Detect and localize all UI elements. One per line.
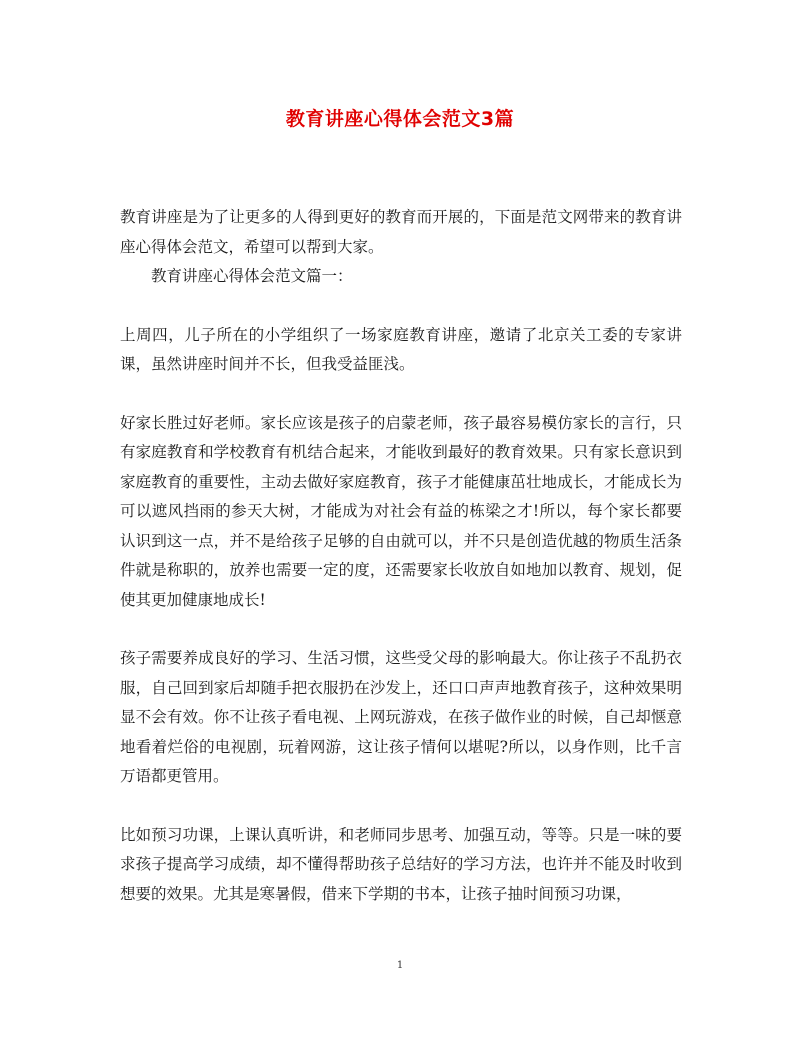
intro-paragraph: 教育讲座是为了让更多的人得到更好的教育而开展的，下面是范文网带来的教育讲座心得体会范文，希望可以帮到大家。 [120,208,682,256]
document-body [120,203,682,909]
body-paragraph: 好家长胜过好老师。家长应该是孩子的启蒙老师，孩子最容易模仿家长的言行，只有家庭教育和学校教育有机结合起来，才能收到最好的教育效果。只有家长意识到家庭教育的重要性，主动去做好家庭教育，孩子才能健康茁壮地成长，才能成长为可以遮风挡雨的参天大树，才能成为对社会有益的栋梁之才!所以，每个家长都要认识到这一点，并不是给孩子足够的自由就可以，并不只是创造优越的物质生活条件就是称职的，放养也需要一定的度，还需要家长收放自如地加以教育、规划，促使其更加健康地成长! [120,413,682,609]
page-number: 1 [396,960,404,971]
section-heading: 教育讲座心得体会范文篇一： [151,267,353,285]
body-paragraph: 孩子需要养成良好的学习、生活习惯，这些受父母的影响最大。你让孩子不乱扔衣服，自己回到家后却随手把衣服扔在沙发上，还口口声声地教育孩子，这种效果明显不会有效。你不让孩子看电视、上网玩游戏，在孩子做作业的时候，自己却惬意地看着烂俗的电视剧，玩着网游，这让孩子情何以堪呢?所以，以身作则，比千言万语都更管用。 [120,649,682,785]
document-title: 教育讲座心得体会范文3篇 [285,108,515,130]
body-paragraph: 上周四，儿子所在的小学组织了一场家庭教育讲座，邀请了北京关工委的专家讲课，虽然讲座时间并不长，但我受益匪浅。 [120,325,682,373]
body-paragraph: 比如预习功课，上课认真听讲，和老师同步思考、加强互动，等等。只是一味的要求孩子提高学习成绩，却不懂得帮助孩子总结好的学习方法，也许并不能及时收到想要的效果。尤其是寒暑假，借来下学期的书本，让孩子抽时间预习功课， [120,825,682,903]
